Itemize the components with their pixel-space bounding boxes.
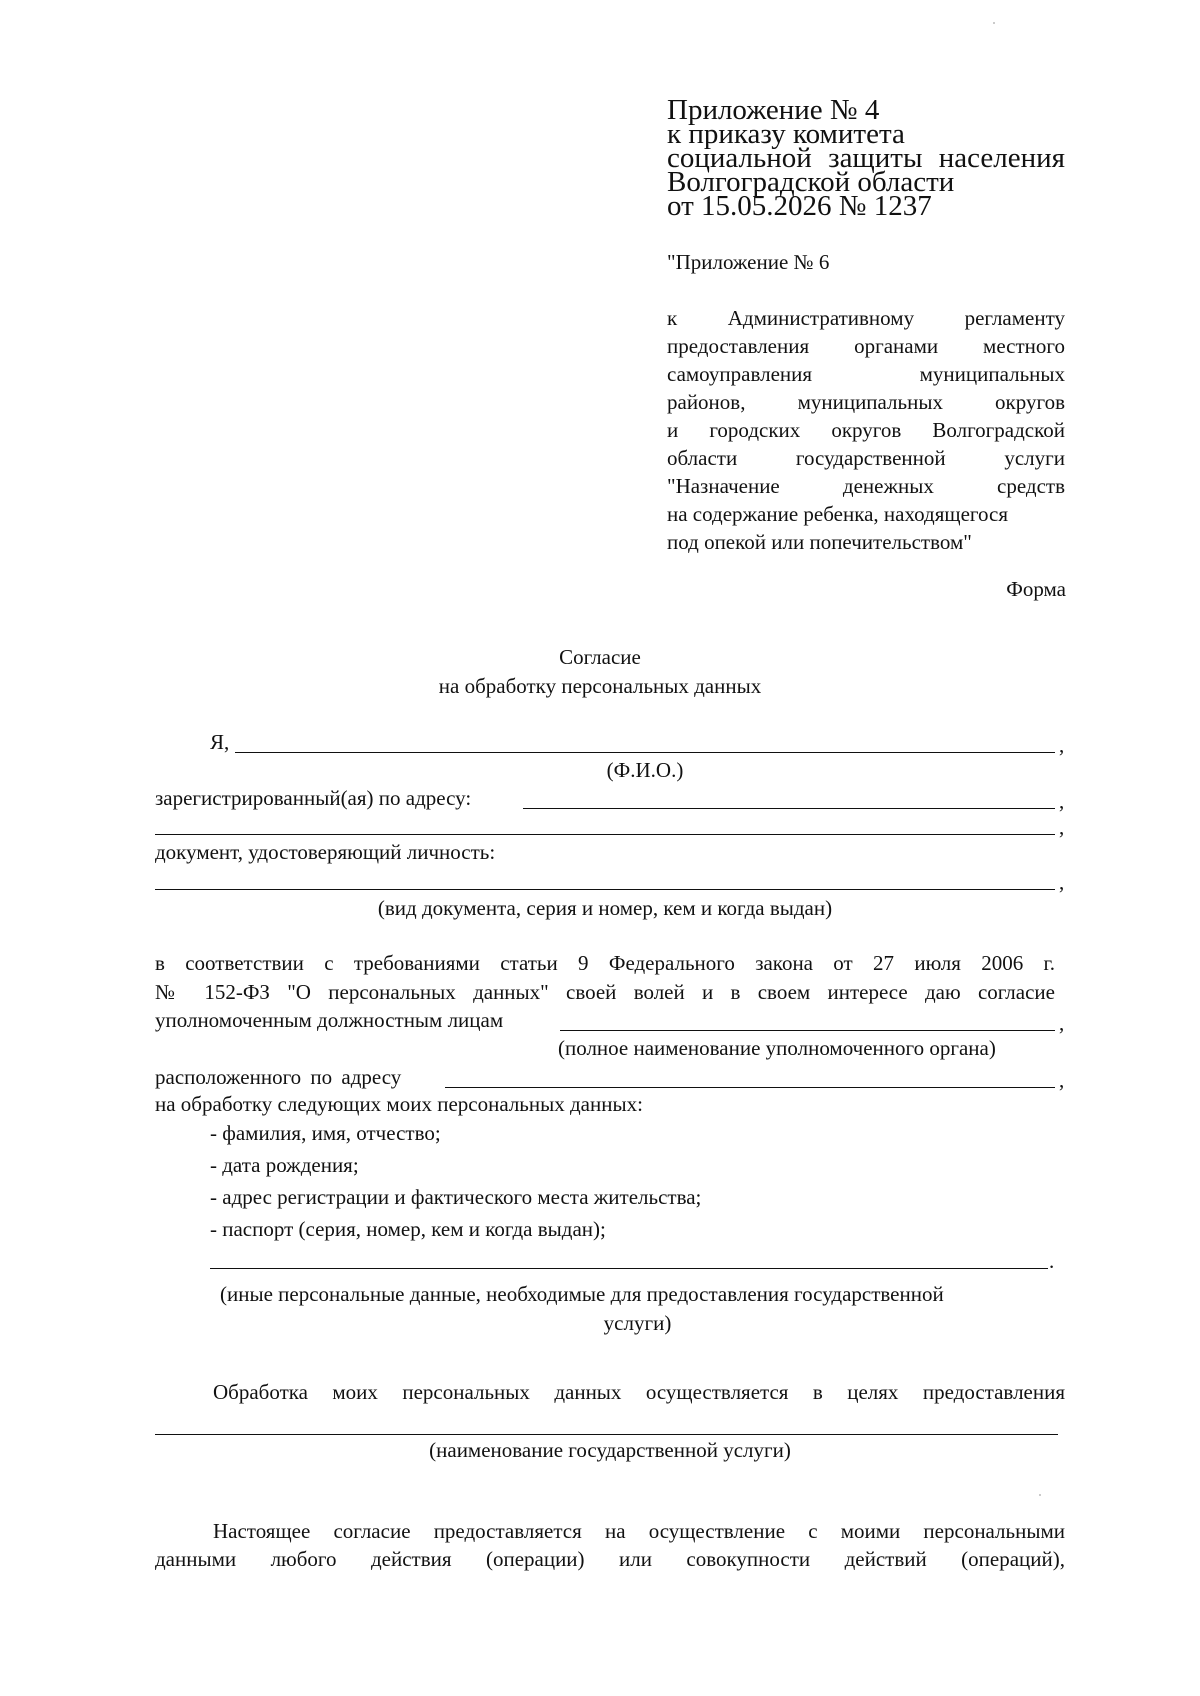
ya-label: Я, — [210, 730, 230, 754]
annex4-committee: социальной защиты населения — [667, 142, 1065, 174]
annex6-line: районов, муниципальных округов — [667, 390, 1065, 414]
address-label: зарегистрированный(ая) по адресу: — [155, 786, 472, 810]
list-item: - фамилия, имя, отчество; — [210, 1121, 441, 1145]
other-caption-2: услуги) — [603, 1311, 672, 1335]
other-data-line — [210, 1268, 1048, 1269]
other-caption: (иные персональные данные, необходимые для предоставления государственной — [220, 1282, 944, 1306]
comma: , — [1059, 789, 1065, 813]
consent-line: Настоящее согласие предоставляется на осуществление с моими персональными — [213, 1519, 1065, 1543]
annex4-date: от 15.05.2026 № 1237 — [667, 190, 932, 222]
list-item: - паспорт (серия, номер, кем и когда выдан); — [210, 1217, 606, 1241]
annex6-line: и городских округов Волгоградской — [667, 418, 1065, 442]
annex6-line: к Административному регламенту — [667, 306, 1065, 330]
consent-line: данными любого действия (операции) или совокупности действий (операций), — [155, 1547, 1065, 1571]
comma: , — [1059, 1068, 1065, 1092]
annex6-line: самоуправления муниципальных — [667, 362, 1065, 386]
organ-line — [560, 1030, 1055, 1031]
located-label: расположенного по адресу — [155, 1065, 402, 1089]
address-line — [523, 808, 1055, 809]
law-line: в соответствии с требованиями статьи 9 Федерального закона от 27 июля 2006 г. — [155, 951, 1055, 975]
doc-label: документ, удостоверяющий личность: — [155, 840, 496, 864]
annex6-title: "Приложение № 6 — [667, 250, 830, 274]
list-item: - адрес регистрации и фактического места жительства; — [210, 1185, 702, 1209]
processing-label: на обработку следующих моих персональных данных: — [155, 1092, 643, 1116]
form-label: Форма — [1006, 577, 1066, 601]
document-title: Согласие — [559, 645, 641, 669]
fio-line — [235, 752, 1055, 753]
comma: , — [1059, 870, 1065, 894]
comma: , — [1059, 1011, 1065, 1035]
comma: , — [1059, 733, 1065, 757]
service-line — [155, 1434, 1058, 1435]
address-line-2 — [155, 834, 1055, 835]
annex6-line: области государственной услуги — [667, 446, 1065, 470]
annex4-order: к приказу комитета — [667, 118, 905, 150]
document-subtitle: на обработку персональных данных — [438, 674, 762, 698]
annex4-region: Волгоградской области — [667, 166, 955, 198]
list-item: - дата рождения; — [210, 1153, 359, 1177]
scan-speck — [993, 22, 995, 24]
purpose-line: Обработка моих персональных данных осуществляется в целях предоставления — [213, 1380, 1065, 1404]
officials-label: уполномоченным должностным лицам — [155, 1008, 504, 1032]
doc-line — [155, 889, 1055, 890]
service-caption: (наименование государственной услуги) — [429, 1438, 791, 1462]
period: . — [1049, 1249, 1055, 1273]
organ-caption: (полное наименование уполномоченного органа) — [558, 1036, 996, 1060]
annex6-line: под опекой или попечительством" — [667, 530, 972, 554]
annex6-line: "Назначение денежных средств — [667, 474, 1065, 498]
scan-speck — [1039, 1494, 1041, 1496]
doc-caption: (вид документа, серия и номер, кем и когда выдан) — [377, 896, 833, 920]
law-line: № 152-ФЗ "О персональных данных" своей волей и в своем интересе даю согласие — [155, 980, 1055, 1004]
fio-caption: (Ф.И.О.) — [606, 758, 684, 782]
annex6-line: предоставления органами местного — [667, 334, 1065, 358]
annex4-number: Приложение № 4 — [667, 94, 880, 126]
annex6-line: на содержание ребенка, находящегося — [667, 502, 1008, 526]
located-line — [445, 1087, 1055, 1088]
comma: , — [1059, 815, 1065, 839]
